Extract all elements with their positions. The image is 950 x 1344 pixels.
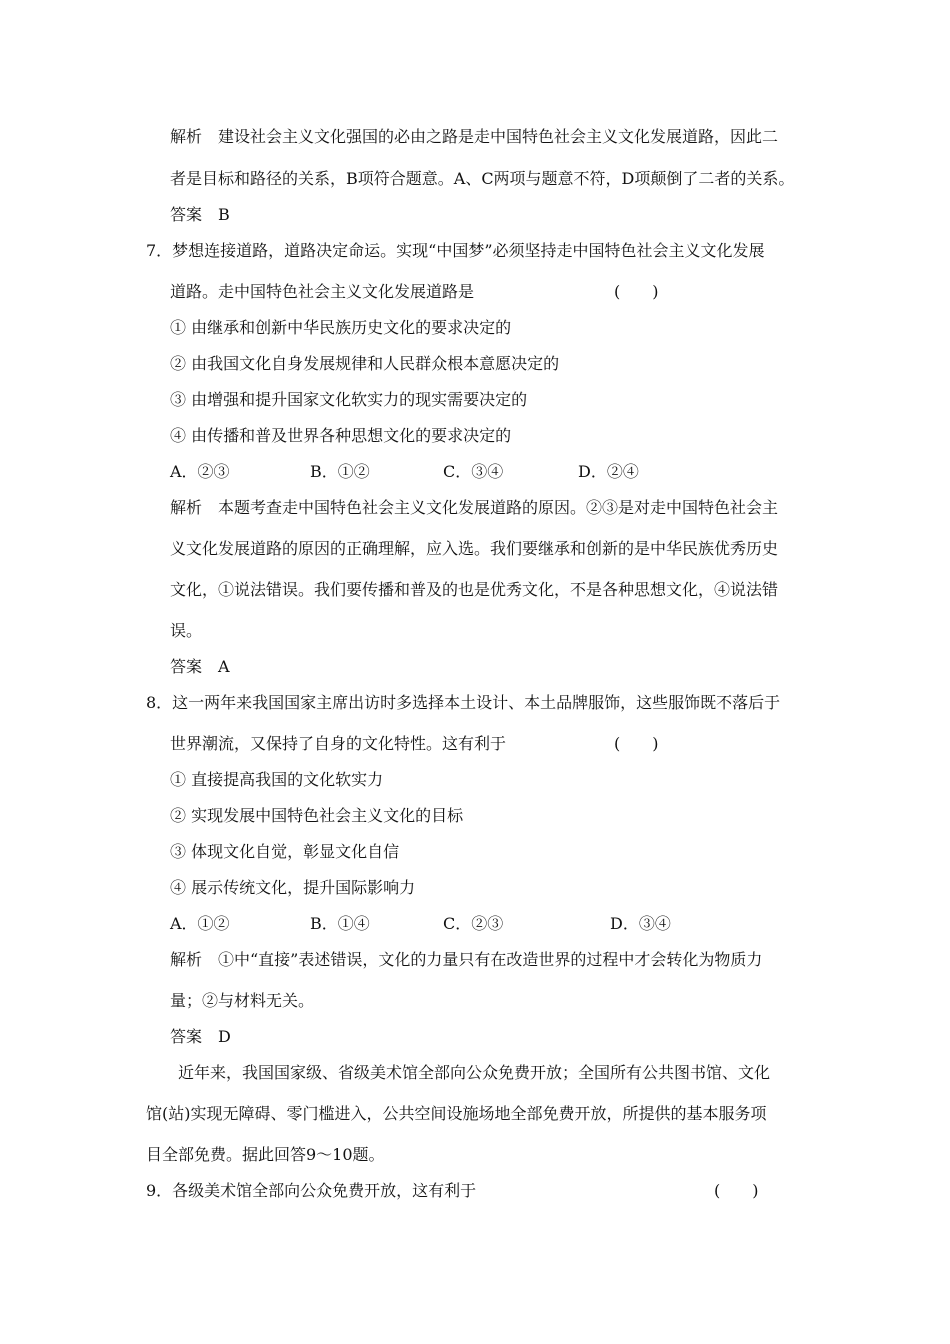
passage-line: 馆(站)实现无障碍、零门槛进入，公共空间设施场地全部免费开放，所提供的基本服务项 [146,1104,767,1123]
choice-item: ① 直接提高我国的文化软实力 [170,770,384,789]
passage-line: 近年来，我国国家级、省级美术馆全部向公众免费开放；全国所有公共图书馆、文化 [178,1063,771,1082]
choice-item: ① 由继承和创新中华民族历史文化的要求决定的 [170,318,512,337]
option-c: C．③④ [443,462,504,481]
question-8-stem: 8．这一两年来我国国家主席出访时多选择本土设计、本土品牌服饰，这些服饰既不落后于 [146,693,781,712]
option-d: D．③④ [610,914,671,933]
answer-line: 答案 B [170,205,230,224]
option-d: D．②④ [578,462,639,481]
option-b: B．①④ [310,914,370,933]
option-b: B．①② [310,462,370,481]
choice-item: ③ 体现文化自觉，彰显文化自信 [170,842,400,861]
explanation-line: 文化，①说法错误。我们要传播和普及的也是优秀文化，不是各种思想文化，④说法错 [170,580,779,599]
option-a: A．①② [170,914,230,933]
choice-item: ② 由我国文化自身发展规律和人民群众根本意愿决定的 [170,354,560,373]
explanation-line: 者是目标和路径的关系，B项符合题意。A、C两项与题意不符，D项颠倒了二者的关系。 [170,169,795,188]
explanation-line: 量；②与材料无关。 [170,991,315,1010]
explanation-line: 解析 本题考查走中国特色社会主义文化发展道路的原因。②③是对走中国特色社会主 [170,498,779,517]
explanation-line: 误。 [170,621,203,640]
choice-item: ② 实现发展中国特色社会主义文化的目标 [170,806,464,825]
question-9-stem: 9．各级美术馆全部向公众免费开放，这有利于 [146,1181,477,1200]
explanation-line: 义文化发展道路的原因的正确理解，应入选。我们要继承和创新的是中华民族优秀历史 [170,539,779,558]
option-c: C．②③ [443,914,504,933]
question-7-stem-cont: 道路。走中国特色社会主义文化发展道路是 [170,282,475,301]
answer-line: 答案 D [170,1027,231,1046]
passage-line: 目全部免费。据此回答9～10题。 [146,1145,385,1164]
question-8-stem-cont: 世界潮流，又保持了自身的文化特性。这有利于 [170,734,507,753]
answer-blank: ( ) [714,1181,759,1200]
answer-blank: ( ) [614,282,659,301]
choice-item: ④ 展示传统文化，提升国际影响力 [170,878,416,897]
explanation-line: 解析 建设社会主义文化强国的必由之路是走中国特色社会主义文化发展道路，因此二 [170,127,779,146]
choice-item: ④ 由传播和普及世界各种思想文化的要求决定的 [170,426,512,445]
option-a: A．②③ [170,462,230,481]
answer-line: 答案 A [170,657,230,676]
question-7-stem: 7．梦想连接道路，道路决定命运。实现“中国梦”必须坚持走中国特色社会主义文化发展 [146,241,765,260]
choice-item: ③ 由增强和提升国家文化软实力的现实需要决定的 [170,390,528,409]
explanation-line: 解析 ①中“直接”表述错误，文化的力量只有在改造世界的过程中才会转化为物质力 [170,950,763,969]
answer-blank: ( ) [614,734,659,753]
